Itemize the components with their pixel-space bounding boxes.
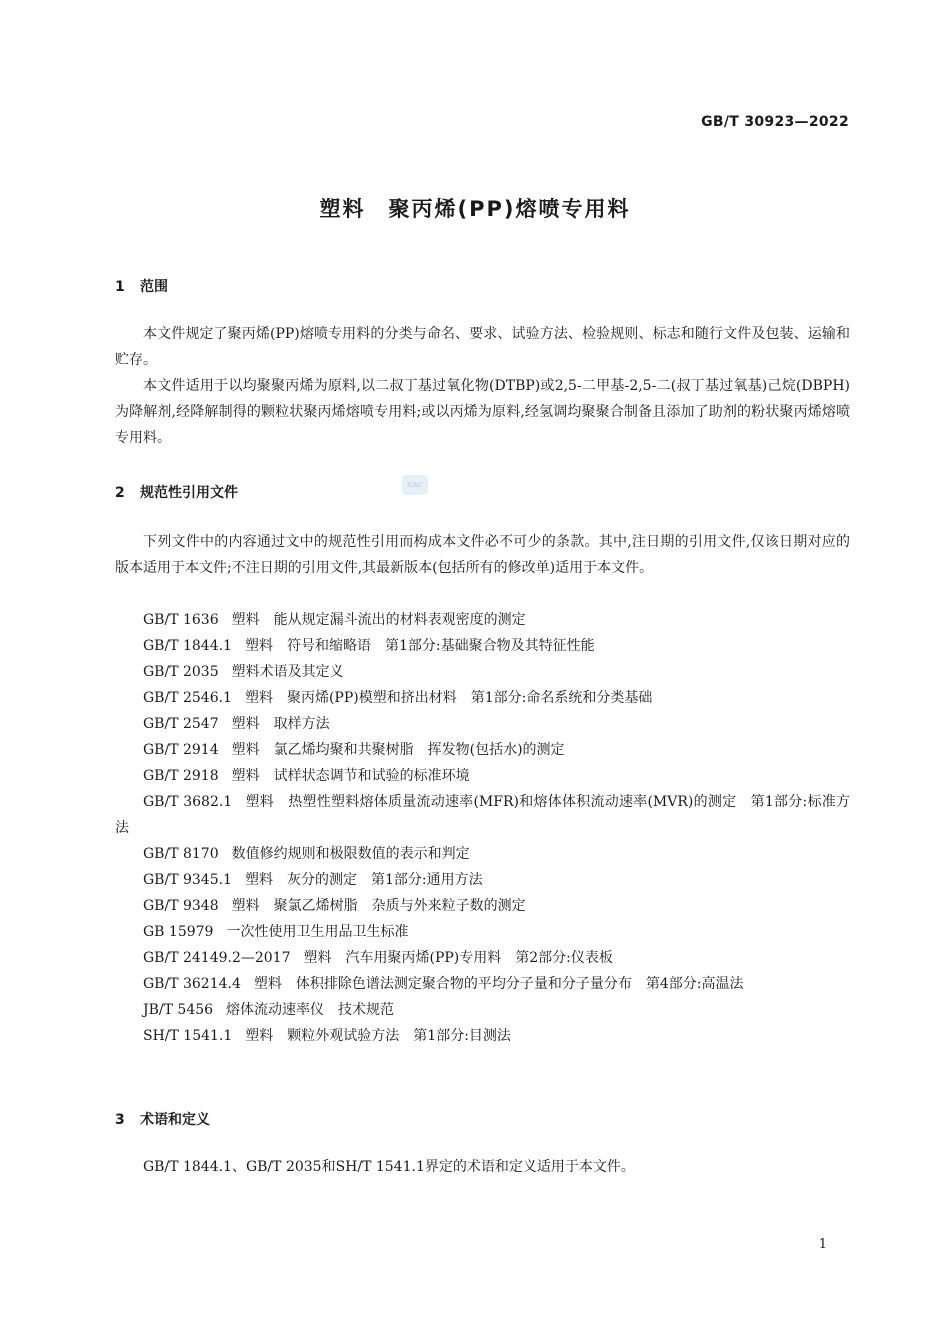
- reference-title: 塑料 体积排除色谱法测定聚合物的平均分子量和分子量分布 第4部分:高温法: [253, 976, 744, 992]
- document-title: 塑料 聚丙烯(PP)熔喷专用料: [319, 197, 631, 221]
- reference-code: GB/T 1844.1: [143, 638, 232, 654]
- section-title: 术语和定义: [140, 1112, 210, 1128]
- reference-title: 塑料 聚氯乙烯树脂 杂质与外来粒子数的测定: [231, 898, 526, 914]
- reference-title: 塑料 颗粒外观试验方法 第1部分:目测法: [245, 1028, 511, 1044]
- reference-code: GB/T 2035: [143, 664, 219, 680]
- scope-paragraph: 本文件规定了聚丙烯(PP)熔喷专用料的分类与命名、要求、试验方法、检验规则、标志和随行文件及包装、运输和贮存。: [115, 326, 850, 368]
- reference-title: 塑料 灰分的测定 第1部分:通用方法: [244, 872, 483, 888]
- reference-code: JB/T 5456: [143, 1002, 214, 1018]
- reference-item: [115, 867, 850, 893]
- reference-item: [115, 1023, 850, 1049]
- reference-title: 塑料术语及其定义: [231, 664, 344, 680]
- reference-item: [115, 997, 850, 1023]
- reference-item: [115, 919, 850, 945]
- reference-title: 塑料 热塑性塑料熔体质量流动速率(MFR)和熔体体积流动速率(MVR)的测定 第1部分:标准方法: [115, 794, 850, 836]
- reference-title: 塑料 能从规定漏斗流出的材料表观密度的测定: [231, 612, 526, 628]
- reference-code: GB 15979: [143, 924, 214, 940]
- section-number: 3: [115, 1112, 125, 1128]
- reference-item: [115, 893, 850, 919]
- sac-watermark-logo: SAC: [402, 475, 428, 495]
- reference-code: GB/T 9345.1: [143, 872, 232, 888]
- reference-item: [115, 685, 850, 711]
- section-title: 规范性引用文件: [140, 485, 238, 501]
- reference-item: [115, 763, 850, 789]
- section-number: 2: [115, 485, 125, 501]
- reference-item: [115, 633, 850, 659]
- reference-item: [115, 737, 850, 763]
- reference-title: 塑料 符号和缩略语 第1部分:基础聚合物及其特征性能: [244, 638, 595, 654]
- scope-paragraph: 本文件适用于以均聚聚丙烯为原料,以二叔丁基过氧化物(DTBP)或2,5-二甲基-2,5-二(叔丁基过氧基)己烷(DBPH)为降解剂,经降解制得的颗粒状聚丙烯熔喷专用料;或以丙烯为原料,经氢调均聚聚合制备且添加了助剂的粉状聚丙烯熔喷专用料。: [115, 378, 850, 446]
- page-number: 1: [818, 1237, 827, 1252]
- reference-code: GB/T 2546.1: [143, 690, 232, 706]
- reference-code: GB/T 3682.1: [143, 794, 233, 810]
- reference-item: [115, 945, 850, 971]
- reference-code: GB/T 24149.2—2017: [143, 950, 291, 966]
- reference-code: GB/T 2547: [143, 716, 219, 732]
- section-heading-scope: [115, 276, 168, 296]
- reference-item: [115, 971, 850, 997]
- reference-code: SH/T 1541.1: [143, 1028, 233, 1044]
- section-number: 1: [115, 279, 125, 295]
- standard-code: GB/T 30923—2022: [701, 114, 849, 130]
- reference-item: [115, 789, 850, 841]
- reference-item: [115, 711, 850, 737]
- reference-code: GB/T 2914: [143, 742, 219, 758]
- reference-code: GB/T 9348: [143, 898, 219, 914]
- reference-code: GB/T 2918: [143, 768, 219, 784]
- reference-code: GB/T 36214.4: [143, 976, 241, 992]
- reference-item: [115, 841, 850, 867]
- reference-code: GB/T 8170: [143, 846, 219, 862]
- section-heading-terms-and-definitions: [115, 1109, 210, 1129]
- reference-title: 数值修约规则和极限数值的表示和判定: [231, 846, 470, 862]
- reference-title: 塑料 汽车用聚丙烯(PP)专用料 第2部分:仪表板: [303, 950, 613, 966]
- section-title: 范围: [140, 279, 168, 295]
- reference-code: GB/T 1636: [143, 612, 219, 628]
- terms-paragraph: GB/T 1844.1、GB/T 2035和SH/T 1541.1界定的术语和定义适用于本文件。: [143, 1159, 635, 1175]
- reference-title: 塑料 试样状态调节和试验的标准环境: [231, 768, 470, 784]
- reference-title: 塑料 聚丙烯(PP)模塑和挤出材料 第1部分:命名系统和分类基础: [244, 690, 653, 706]
- reference-title: 塑料 取样方法: [231, 716, 330, 732]
- reference-title: 塑料 氯乙烯均聚和共聚树脂 挥发物(包括水)的测定: [231, 742, 565, 758]
- section-heading-normative-references: [115, 482, 238, 502]
- reference-title: 熔体流动速率仪 技术规范: [226, 1002, 395, 1018]
- reference-title: 一次性使用卫生用品卫生标准: [226, 924, 409, 940]
- references-intro-paragraph: 下列文件中的内容通过文中的规范性引用而构成本文件必不可少的条款。其中,注日期的引用文件,仅该日期对应的版本适用于本文件;不注日期的引用文件,其最新版本(包括所有的修改单)适用于本文件。: [115, 534, 850, 576]
- reference-item: [115, 659, 850, 685]
- reference-list: [115, 607, 850, 1049]
- reference-item: [115, 607, 850, 633]
